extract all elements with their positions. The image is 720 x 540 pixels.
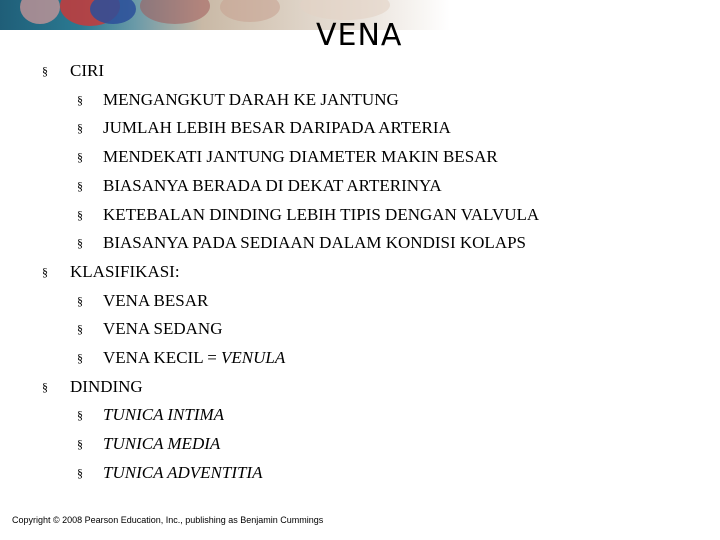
bullet-marker-icon: § [77, 293, 83, 308]
bullet-marker-icon: § [77, 351, 83, 365]
bullet-text [103, 405, 224, 424]
bullet-text-main: BIASANYA PADA SEDIAAN DALAM KONDISI KOLAPS [103, 233, 526, 253]
bullet-marker-icon: § [77, 207, 83, 222]
decor-shape [140, 0, 210, 24]
bullet-text [103, 118, 451, 137]
bullet-text-main: VENA KECIL = [103, 348, 222, 367]
bullet-text-main: BIASANYA BERADA DI DEKAT ARTERINYA [103, 175, 442, 195]
bullet-item-level2 [77, 232, 526, 254]
bullet-text [103, 348, 285, 367]
bullet-marker-icon: § [77, 465, 83, 480]
bullet-item-level2 [77, 347, 286, 369]
bullet-item-level2 [77, 462, 263, 484]
bullet-item-level1 [42, 60, 104, 82]
bullet-text [103, 147, 498, 166]
bullet-text [70, 61, 104, 80]
bullet-text-main: MENGANGKUT DARAH KE JANTUNG [103, 89, 399, 109]
bullet-text [103, 319, 222, 338]
bullet-item-level1 [42, 376, 143, 398]
bullet-text [103, 463, 262, 482]
bullet-text-main: VENA SEDANG [103, 319, 223, 339]
bullet-item-level2 [77, 404, 225, 426]
bullet-marker-icon: § [42, 264, 48, 279]
bullet-text-main: DINDING [70, 376, 143, 396]
bullet-text-italic: VENULA [221, 348, 286, 367]
bullet-text-main: TUNICA MEDIA [103, 434, 221, 454]
bullet-item-level2 [77, 146, 498, 168]
bullet-item-level2 [77, 433, 221, 455]
bullet-text-main: MENDEKATI JANTUNG DIAMETER MAKIN BESAR [103, 147, 498, 167]
bullet-text [103, 291, 208, 310]
bullet-item-level2 [77, 204, 540, 226]
bullet-item-level2 [77, 175, 442, 197]
bullet-item-level1 [42, 261, 180, 283]
bullet-marker-icon: § [42, 64, 48, 78]
bullet-item-level2 [77, 117, 451, 139]
bullet-text [70, 262, 180, 281]
bullet-text [103, 205, 539, 224]
bullet-text [70, 377, 143, 396]
bullet-item-level2 [77, 290, 209, 312]
decor-shape [300, 0, 390, 20]
bullet-text-main: KETEBALAN DINDING LEBIH TIPIS DENGAN VALVULA [103, 204, 540, 224]
bullet-text [103, 90, 399, 109]
bullet-text-main: TUNICA INTIMA [103, 405, 225, 425]
bullet-item-level2 [77, 318, 223, 340]
decor-shape [220, 0, 280, 22]
bullet-text [103, 233, 526, 252]
bullet-text-main: CIRI [70, 61, 104, 80]
bullet-marker-icon: § [77, 178, 83, 193]
bullet-marker-icon: § [42, 379, 48, 394]
bullet-marker-icon: § [77, 408, 83, 423]
bullet-text-main: VENA BESAR [103, 290, 209, 310]
bullet-text [103, 176, 442, 195]
bullet-marker-icon: § [77, 236, 83, 251]
bullet-text-main: TUNICA ADVENTITIA [103, 462, 263, 482]
decor-shape [20, 0, 60, 24]
bullet-text-main: JUMLAH LEBIH BESAR DARIPADA ARTERIA [103, 118, 451, 138]
slide-title: VENA [316, 18, 403, 53]
bullet-marker-icon: § [77, 150, 83, 165]
bullet-marker-icon: § [77, 121, 83, 136]
bullet-text [103, 434, 220, 453]
bullet-marker-icon: § [77, 437, 83, 452]
bullet-marker-icon: § [77, 322, 83, 337]
copyright-footer: Copyright © 2008 Pearson Education, Inc., publishing as Benjamin Cummings [12, 515, 324, 525]
bullet-text-main: KLASIFIKASI: [70, 261, 180, 281]
bullet-item-level2 [77, 89, 399, 111]
bullet-marker-icon: § [77, 92, 83, 107]
